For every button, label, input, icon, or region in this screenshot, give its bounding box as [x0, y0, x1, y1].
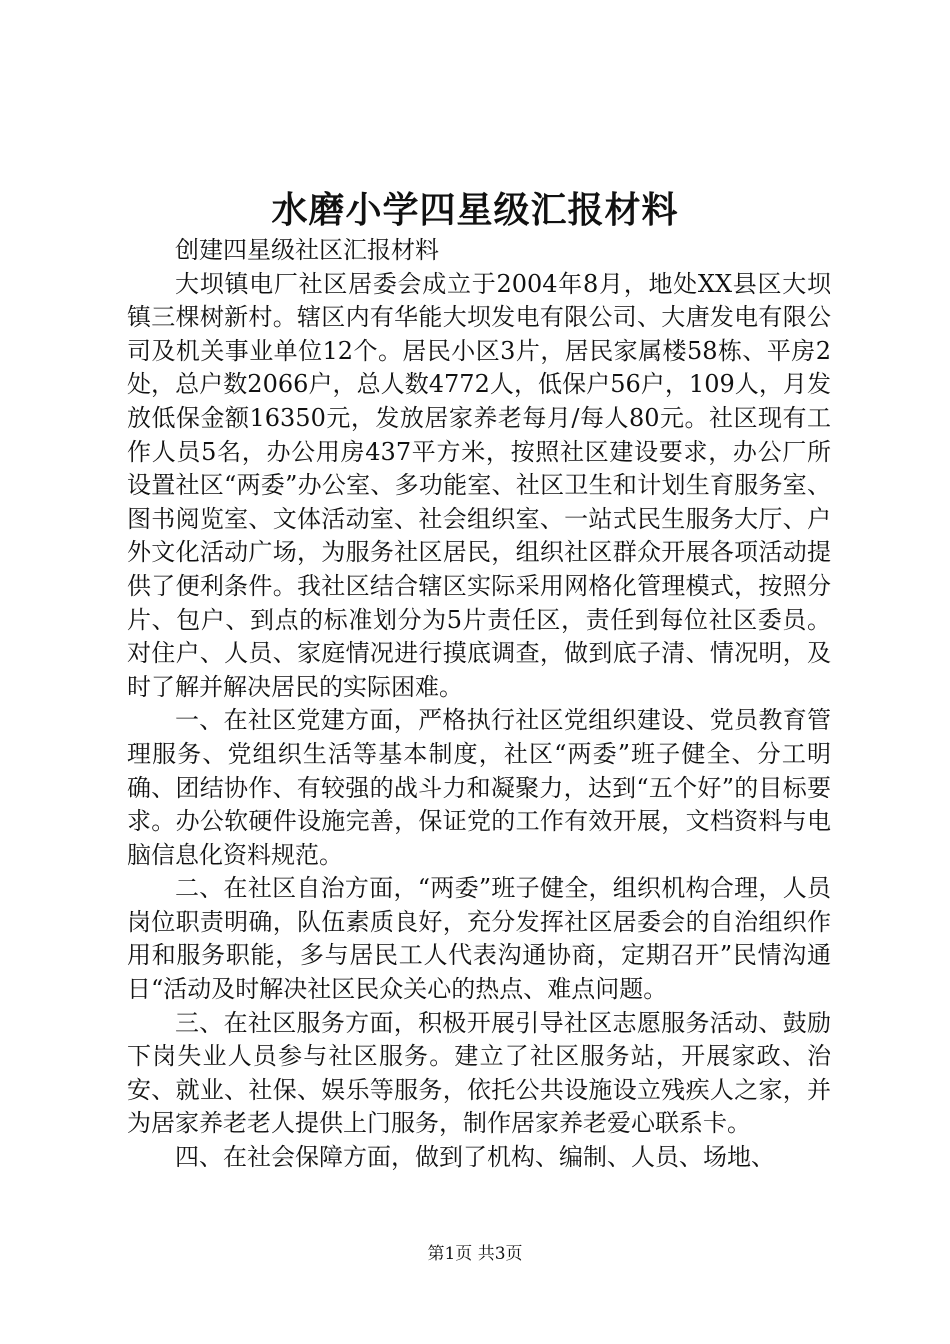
social-security-paragraph: 四、在社会保障方面，做到了机构、编制、人员、场地、	[175, 1143, 775, 1172]
intro-paragraph: 大坝镇电厂社区居委会成立于2004年8月，地处XX县区大坝镇三棵树新村。辖区内有华能大坝发电有限公司、大唐发电有限公司及机关事业单位12个。居民小区3片，居民家属楼58栋、平房2处，总户数2066户，总人数4772人，低保户56户，109人，月发放低保金额16350元，发放居家养老每月/每人80元。社区现有工作人员5名，办公用房437平方米，按照社区建设要求，办公厂所设置社区“两委”办公室、多功能室、社区卫生和计划生育服务室、图书阅览室、文体活动室、社会组织室、一站式民生服务大厅、户外文化活动广场，为服务社区居民，组织社区群众开展各项活动提供了便利条件。我社区结合辖区实际采用网格化管理模式，按照分片、包户、到点的标准划分为5片责任区，责任到每位社区委员。对住户、人员、家庭情况进行摸底调查，做到底子清、情况明，及时了解并解决居民的实际困难。	[127, 269, 831, 701]
document-title: 水磨小学四星级汇报材料	[271, 189, 679, 231]
subtitle-paragraph: 创建四星级社区汇报材料	[175, 236, 439, 264]
document-body	[127, 234, 831, 1175]
page-number-footer: 第1页 共3页	[427, 1244, 523, 1264]
party-building-paragraph: 一、在社区党建方面，严格执行社区党组织建设、党员教育管理服务、党组织生活等基本制度，社区“两委”班子健全、分工明确、团结协作、有较强的战斗力和凝聚力，达到“五个好”的目标要求。办公软硬件设施完善，保证党的工作有效开展，文档资料与电脑信息化资料规范。	[127, 706, 831, 869]
self-governance-paragraph: 二、在社区自治方面，“两委”班子健全，组织机构合理，人员岗位职责明确，队伍素质良好，充分发挥社区居委会的自治组织作用和服务职能，多与居民工人代表沟通协商，定期召开”民情沟通日“活动及时解决社区民众关心的热点、难点问题。	[127, 874, 831, 1004]
community-service-paragraph: 三、在社区服务方面，积极开展引导社区志愿服务活动、鼓励下岗失业人员参与社区服务。建立了社区服务站，开展家政、治安、就业、社保、娱乐等服务，依托公共设施设立残疾人之家，并为居家养老老人提供上门服务，制作居家养老爱心联系卡。	[127, 1008, 831, 1138]
